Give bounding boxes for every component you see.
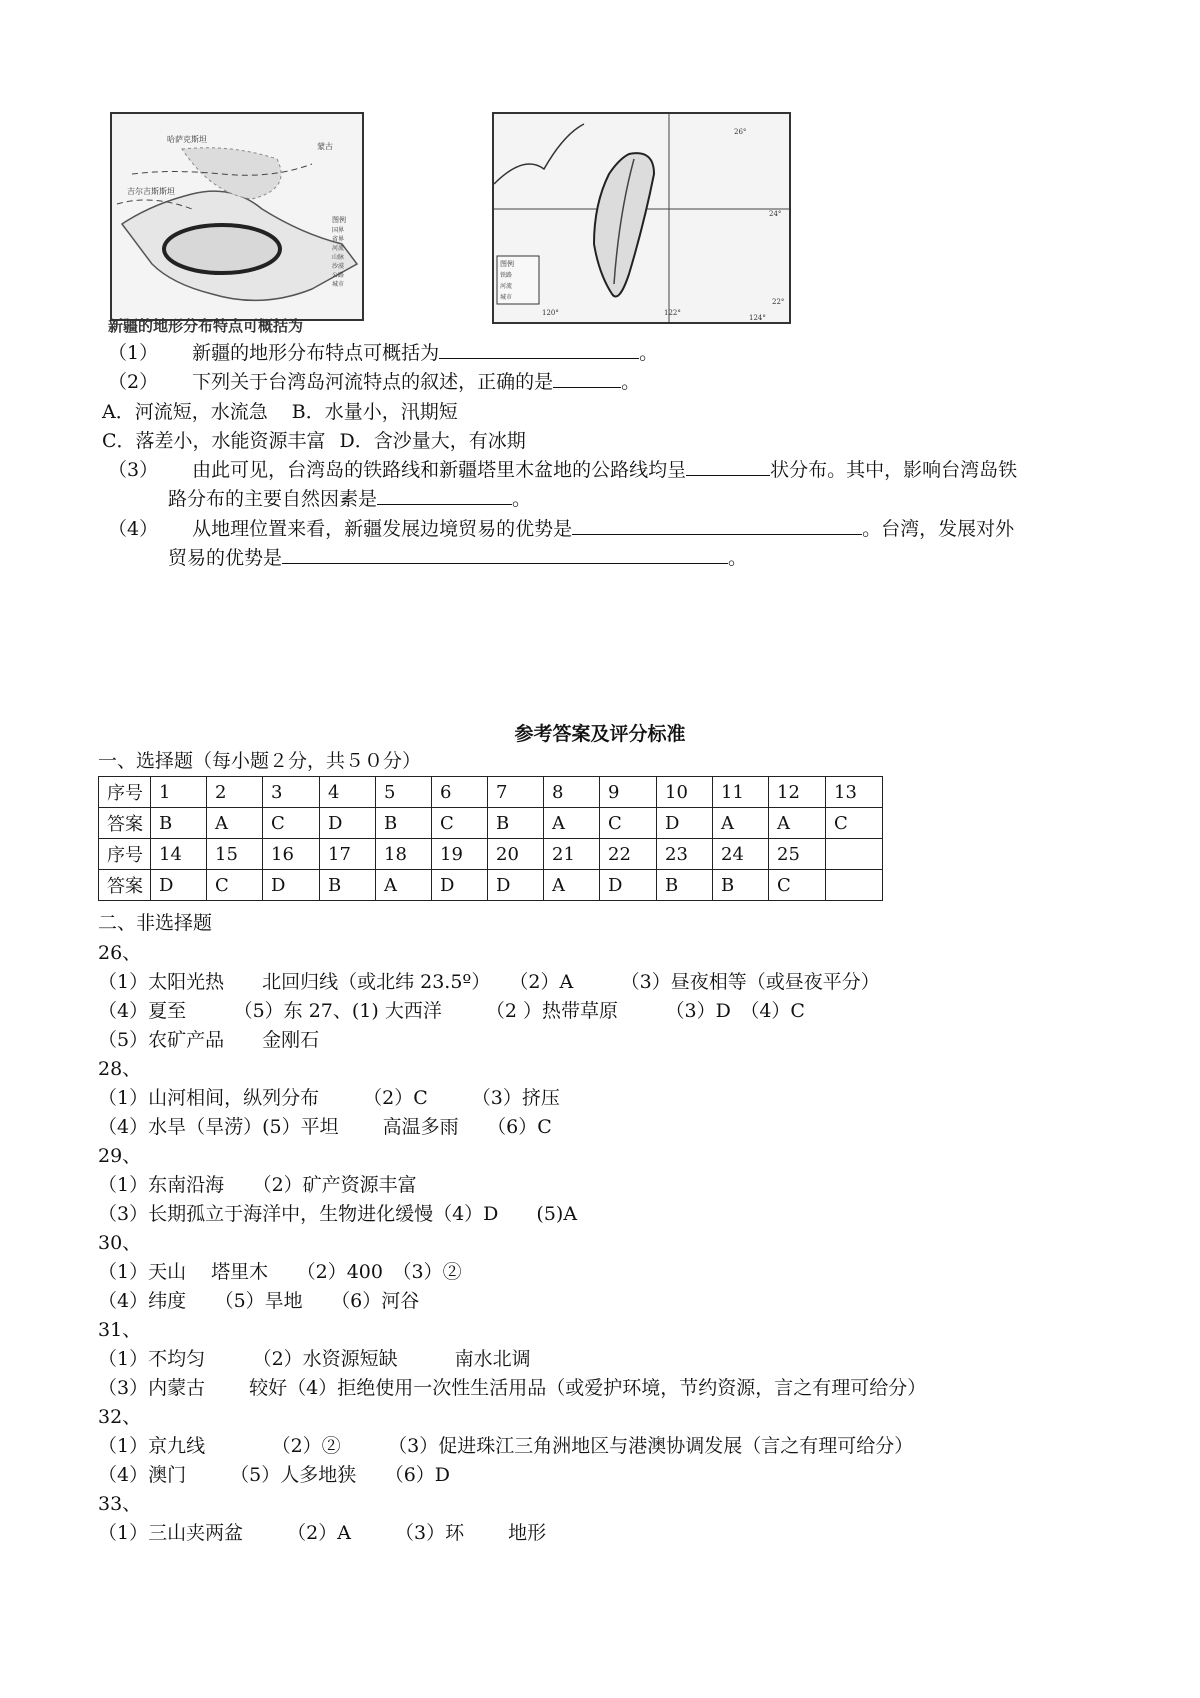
question-text: 。台湾，发展对外 — [862, 518, 1015, 540]
table-cell: 22 — [600, 839, 657, 870]
table-cell: 8 — [544, 777, 600, 808]
table-cell: B — [320, 870, 376, 901]
table-cell: C — [207, 870, 263, 901]
answer-line: 26、 — [98, 942, 142, 964]
legend-item: 城市 — [500, 294, 513, 301]
question-text: 下列关于台湾岛河流特点的叙述，正确的是 — [192, 371, 554, 393]
table-cell: 19 — [432, 839, 488, 870]
legend-item: 河流 — [332, 245, 345, 252]
answer-line: （5）农矿产品 金刚石 — [98, 1029, 320, 1051]
table-cell: 13 — [826, 777, 883, 808]
answer-line: 29、 — [98, 1145, 142, 1167]
table-cell — [826, 870, 883, 901]
option-a[interactable]: A．河流短，水流急 — [102, 401, 268, 423]
table-cell: A — [544, 808, 600, 839]
table-cell: 10 — [657, 777, 713, 808]
table-cell: 11 — [713, 777, 769, 808]
table-cell: B — [657, 870, 713, 901]
answer-line: （3）内蒙古 较好（4）拒绝使用一次性生活用品（或爱护环境，节约资源，言之有理可给分） — [98, 1377, 927, 1399]
legend-item: 沙漠 — [332, 263, 345, 270]
map-label-mongolia: 蒙古 — [317, 142, 333, 151]
question-number: （2） — [108, 371, 159, 393]
lon-label-124: 124° — [749, 314, 766, 322]
table-cell: D — [432, 870, 488, 901]
legend-item: 铁路 — [500, 272, 513, 279]
table-cell: 2 — [207, 777, 263, 808]
question-text: 由此可见，台湾岛的铁路线和新疆塔里木盆地的公路线均呈 — [192, 459, 687, 481]
table-cell: D — [488, 870, 544, 901]
lat-label-26: 26° — [734, 128, 747, 136]
table-cell: A — [376, 870, 432, 901]
question-text: 从地理位置来看，新疆发展边境贸易的优势是 — [192, 518, 573, 540]
answer-line: （1）三山夹两盆 （2）A （3）环 地形 — [98, 1522, 547, 1544]
table-cell: C — [826, 808, 883, 839]
legend-item: 山脉 — [332, 254, 345, 261]
table-cell: 21 — [544, 839, 600, 870]
question-tail: 。 — [639, 342, 659, 364]
answer-line: （1）京九线 （2）② （3）促进珠江三角洲地区与港澳协调发展（言之有理可给分） — [98, 1435, 914, 1457]
answer-line: （1）东南沿海 （2）矿产资源丰富 — [98, 1174, 417, 1196]
map-label-kyrgyzstan: 吉尔吉斯斯坦 — [127, 187, 175, 196]
option-row — [102, 426, 526, 453]
map-caption: 新疆的地形分布特点可概括为 — [108, 317, 304, 335]
table-cell: 3 — [263, 777, 320, 808]
question-tail: 。 — [512, 488, 532, 510]
question-text: 贸易的优势是 — [168, 547, 283, 569]
section-2-heading: 二、非选择题 — [98, 912, 213, 934]
table-cell: 序号 — [99, 777, 151, 808]
taiwan-map-drawing — [494, 114, 789, 322]
table-cell: D — [263, 870, 320, 901]
answer-line: （4）纬度 （5）旱地 （6）河谷 — [98, 1290, 420, 1312]
xinjiang-map-drawing — [112, 114, 362, 319]
table-cell: C — [769, 870, 826, 901]
table-row — [99, 808, 883, 839]
question-text: 新疆的地形分布特点可概括为 — [192, 342, 440, 364]
table-cell: A — [713, 808, 769, 839]
legend-item: 省界 — [332, 236, 345, 243]
answer-key-title: 参考答案及评分标准 — [514, 723, 686, 745]
table-cell — [826, 839, 883, 870]
table-cell: B — [488, 808, 544, 839]
answer-line: （1）山河相间，纵列分布 （2）C （3）挤压 — [98, 1087, 560, 1109]
answer-line: （4）澳门 （5）人多地狭 （6）D — [98, 1464, 451, 1486]
table-cell: B — [376, 808, 432, 839]
answer-line: （4）夏至 （5）东 27、(1) 大西洋 （2 ）热带草原 （3）D （4）C — [98, 1000, 805, 1022]
answer-line: （4）水旱（旱涝）(5）平坦 高温多雨 （6）C — [98, 1116, 552, 1138]
table-cell: D — [151, 870, 207, 901]
table-cell: 9 — [600, 777, 657, 808]
table-cell: 7 — [488, 777, 544, 808]
lon-label-122: 122° — [664, 309, 681, 317]
map-label-kazakhstan: 哈萨克斯坦 — [167, 135, 207, 144]
table-cell: 12 — [769, 777, 826, 808]
question-text: 状分布。其中，影响台湾岛铁 — [770, 459, 1018, 481]
lat-label-24: 24° — [769, 210, 782, 218]
table-cell: A — [769, 808, 826, 839]
table-row — [99, 777, 883, 808]
answer-line: 31、 — [98, 1319, 142, 1341]
option-c[interactable]: C．落差小，水能资源丰富 — [102, 430, 326, 452]
question-4 — [108, 514, 1014, 541]
question-1 — [108, 338, 658, 365]
answer-line: 30、 — [98, 1232, 142, 1254]
table-cell: 24 — [713, 839, 769, 870]
table-cell: B — [713, 870, 769, 901]
table-cell: D — [657, 808, 713, 839]
answer-blank[interactable] — [572, 516, 862, 535]
answer-line: 32、 — [98, 1406, 142, 1428]
section-1-heading: 一、选择题（每小题２分，共５０分） — [98, 750, 422, 772]
answer-line: 33、 — [98, 1493, 142, 1515]
answer-line: （1）不均匀 （2）水资源短缺 南水北调 — [98, 1348, 531, 1370]
table-cell: 答案 — [99, 870, 151, 901]
table-cell: 14 — [151, 839, 207, 870]
option-row — [102, 397, 458, 424]
question-3-cont — [168, 484, 531, 511]
answer-line: （1）天山 塔里木 （2）400 （3）② — [98, 1261, 462, 1283]
legend-item: 河流 — [500, 283, 513, 290]
answer-blank[interactable] — [686, 457, 770, 476]
question-tail: 。 — [728, 547, 748, 569]
question-2 — [108, 367, 640, 394]
option-b[interactable]: B．水量小，汛期短 — [291, 401, 458, 423]
legend-title: 图例 — [332, 216, 346, 224]
answer-blank[interactable] — [282, 545, 728, 564]
table-cell: B — [151, 808, 207, 839]
table-cell: C — [432, 808, 488, 839]
table-cell: 18 — [376, 839, 432, 870]
lat-label-22: 22° — [772, 298, 785, 306]
table-cell: 25 — [769, 839, 826, 870]
table-cell: 序号 — [99, 839, 151, 870]
legend-item: 国界 — [332, 227, 345, 234]
table-row — [99, 839, 883, 870]
table-cell: 23 — [657, 839, 713, 870]
legend-title: 图例 — [500, 260, 514, 268]
xinjiang-map — [110, 112, 364, 321]
table-cell: D — [600, 870, 657, 901]
answer-line: （3）长期孤立于海洋中，生物进化缓慢（4）D (5)A — [98, 1203, 578, 1225]
question-number: （1） — [108, 342, 159, 364]
answer-line: （1）太阳光热 北回归线（或北纬 23.5º） （2）A （3）昼夜相等（或昼夜平分） — [98, 971, 880, 993]
table-cell: 17 — [320, 839, 376, 870]
legend-item: 城市 — [332, 281, 345, 288]
question-text: 路分布的主要自然因素是 — [168, 488, 378, 510]
table-cell: A — [544, 870, 600, 901]
question-number: （4） — [108, 518, 159, 540]
table-cell: 20 — [488, 839, 544, 870]
table-cell: 答案 — [99, 808, 151, 839]
question-number: （3） — [108, 459, 159, 481]
table-cell: 6 — [432, 777, 488, 808]
answer-blank[interactable] — [439, 340, 639, 359]
table-cell: 5 — [376, 777, 432, 808]
table-cell: 4 — [320, 777, 376, 808]
answer-blank[interactable] — [553, 369, 621, 388]
answer-blank[interactable] — [377, 486, 512, 505]
answer-table — [98, 776, 883, 901]
question-3 — [108, 455, 1017, 482]
legend-item: 公路 — [332, 272, 345, 279]
table-cell: D — [320, 808, 376, 839]
table-cell: 1 — [151, 777, 207, 808]
table-cell: C — [600, 808, 657, 839]
option-d[interactable]: D．含沙量大，有冰期 — [339, 430, 526, 452]
question-tail: 。 — [621, 371, 641, 393]
table-cell: 15 — [207, 839, 263, 870]
table-cell: 16 — [263, 839, 320, 870]
answer-line: 28、 — [98, 1058, 142, 1080]
taiwan-map — [492, 112, 791, 324]
lon-label-120: 120° — [542, 309, 559, 317]
table-cell: C — [263, 808, 320, 839]
table-row — [99, 870, 883, 901]
table-cell: A — [207, 808, 263, 839]
question-4-cont — [168, 543, 747, 570]
